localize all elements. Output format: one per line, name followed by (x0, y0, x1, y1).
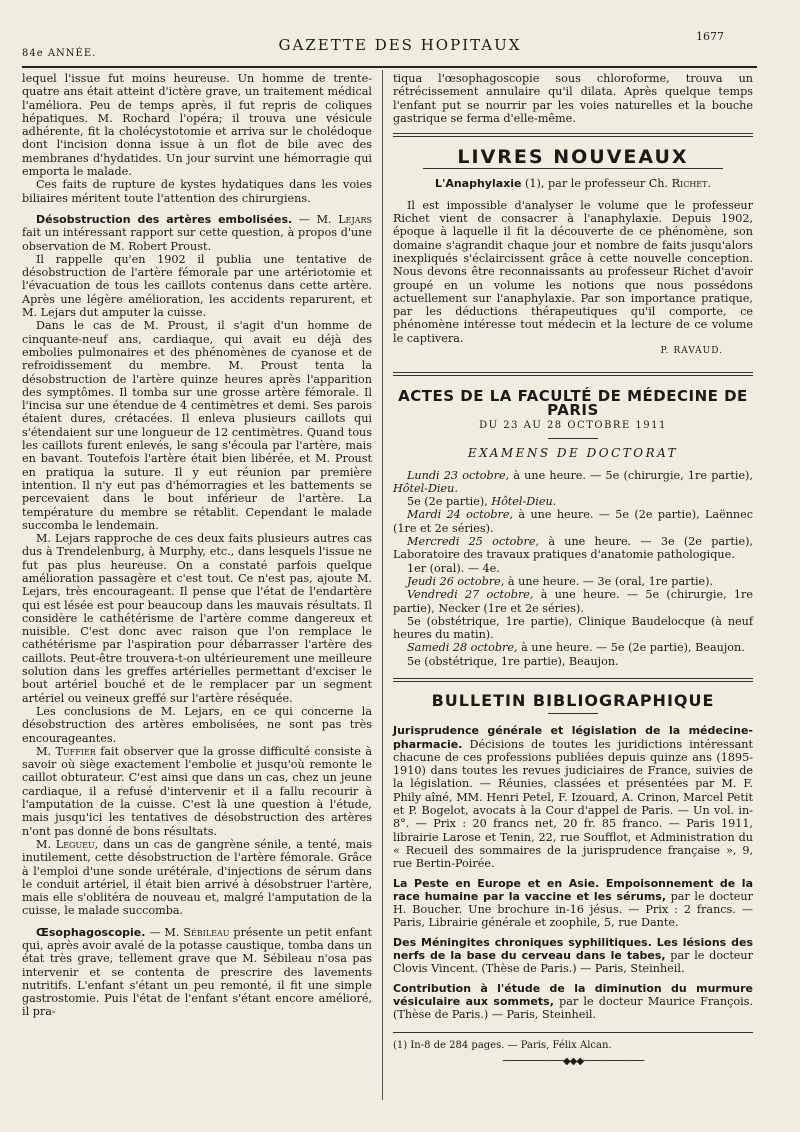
exam-entry (393, 508, 753, 535)
section-rule (393, 133, 753, 137)
exam-text: 5e (obstétrique, 1re partie), Clinique Baudelocque (à neuf heures du matin). (393, 614, 753, 642)
page-number: 1677 (696, 30, 724, 43)
book-review: Il est impossible d'analyser le volume que le professeur Richet vient de consacrer à l'anaphylaxie. Depuis 1902, époque à laquelle il fit la découverte de ce phénomène, son domaine s'agrandit chaque jour et nombre de faits jusqu'alors inexpliqués s'éclaircissent grâce à cette nouvelle conception. Nous devons être reconnaissants au professeur Richet d'avoir groupé en un volume les notions que nous possédons actuellement sur l'anaphylaxie. Par son importance pratique, par les déductions thérapeutiques qu'il comporte, ce phénomène intéresse tout médecin et la lecture de ce volume le captivera. (393, 198, 753, 345)
exam-entry (393, 535, 753, 562)
exam-day: Vendredi 27 octobre, (407, 588, 534, 602)
exam-text: à une heure. — 3e (2e partie), Laboratoire des travaux pratiques d'anatomie pathologique. (393, 535, 753, 562)
paragraph: Il rappelle qu'en 1902 il publia une tentative de désobstruction de l'artère fémorale par une artériotomie et l'évacuation de tous les caillots contenus dans cette artère. Après une légère amélioration, les accidents reparurent, et M. Lejars dut amputer la cuisse. (22, 252, 372, 320)
biblio-item (393, 936, 753, 976)
left-column (22, 72, 372, 1019)
right-column (393, 72, 753, 1068)
footnote-rule (393, 1032, 753, 1033)
exam-entry (393, 495, 753, 508)
paragraph: M. Lejars rapproche de ces deux faits plusieurs autres cas dus à Trendelenburg, à Murphy, etc., dans lesquels l'issue ne fut pas plus heureuse. On a constaté parfois quelque amélioration passagère et c'est tout. Ce n'est pas, ajoute M. Lejars, très encourageant. Il pense que l'état de l'endartère qui est lésée est pour beaucoup dans les mauvais résultats. Il considère le cathétérisme de l'artère comme dangereux et nuisible. C'est donc avec raison que l'on remplace le cathétérisme par l'aspiration pour débarrasser l'artère des caillots. Peut-être trouvera-t-on ultérieurement une meilleure solution dans les greffes artérielles permettant d'exciser le bout artériel bouché et de le remplacer par un segment artériel ou veineux greffé sur l'artère réséquée. (22, 532, 372, 705)
exam-entry (393, 562, 753, 575)
exam-entry (393, 575, 753, 588)
exam-entry (393, 615, 753, 642)
exam-list (393, 469, 753, 668)
journal-title: GAZETTE DES HOPITAUX (278, 36, 522, 54)
exam-text: à une heure. — 5e (chirurgie, 1re partie), (509, 468, 753, 482)
short-rule (548, 438, 598, 439)
exam-day: Mercredi 25 octobre, (407, 535, 540, 549)
examens-heading: EXAMENS DE DOCTORAT (467, 446, 679, 461)
biblio-text: par le docteur Maurice François. (Thèse de Paris.) — Paris, Steinheil. (393, 994, 754, 1022)
section-desobstruction (22, 213, 372, 253)
paragraph: Ces faits de rupture de kystes hydatiques dans les voies biliaires méritent toute l'attention des chirurgiens. (22, 178, 372, 205)
biblio-entry (393, 982, 753, 1022)
heading-rule (423, 168, 723, 169)
paragraph: Dans le cas de M. Proust, il s'agit d'un homme de cinquante-neuf ans, cardiaque, qui avait eu déjà des embolies pulmonaires et des phénomènes de cyanose et de refroidissement du membre. M. Proust tenta la désobstruction de l'artère quinze heures après l'apparition des symptômes. Il tomba sur une grosse artère fémorale. Il l'incisa sur une étendue de 4 centimètres et demi. Ses parois étaient dures, crétacées. Il enleva plusieurs caillots qui s'étendaient sur une longueur de 12 centimètres. Quand tous les caillots furent enlevés, le sang s'écoula par l'artère, mais en bavant. Toutefois l'artère était bien libérée, et M. Proust en pratiqua la suture. Il y eut réunion par première intention. Il n'y eut pas d'hémorragies et les battements se percevaient dans le bout inférieur de l'artère. La température du membre se rétablit. Cependant le malade succomba le lendemain. (22, 319, 372, 532)
section-oesophagoscopie (22, 926, 372, 1019)
biblio-heading: Des Méningites chroniques syphilitiques. Les lésions des nerfs de la base du cerveau dans le tabes, (393, 935, 753, 963)
biblio-text: par le docteur Clovis Vincent. (Thèse de Paris.) — Paris, Steinheil. (393, 949, 753, 976)
exam-day: Mardi 24 octobre, (407, 508, 514, 522)
footnote: (1) In-8 de 284 pages. — Paris, Félix Alcan. (393, 1039, 612, 1051)
author-name: Lejars (338, 212, 372, 226)
text-fragment: M. (36, 837, 52, 851)
exam-day: Lundi 23 octobre, (407, 468, 510, 482)
exam-text: à une heure. — 3e (oral, 1re partie). (504, 574, 714, 588)
signature: P. RAVAUD. (660, 346, 723, 357)
text-fragment: fait un intéressant rapport sur cette question, à propos d'une observation de M. Robert Proust. (22, 226, 372, 253)
text-fragment: présente un petit enfant qui, après avoir avalé de la potasse caustique, tomba dans un état très grave, tellement grave que M. Sébileau n'osa pas intervenir et se contenta de prescrire des lavements nutritifs. L'enfant s'étant un peu remonté, il fit une simple gastrostomie. Puis l'état de l'enfant s'étant encore amélioré, il pra- (22, 925, 372, 1019)
book-entry: L'Anaphylaxie (1), par le professeur Ch. Richet. (434, 177, 712, 191)
paragraph-tuffier (22, 745, 372, 838)
section-heading: Œsophagoscopie. (36, 925, 146, 939)
exam-entry (393, 588, 753, 615)
author-name: Sébileau (183, 925, 230, 939)
short-rule (548, 713, 598, 714)
page-header (0, 30, 800, 64)
section-rule (393, 372, 753, 376)
biblio-text: par le docteur H. Boucher. Une brochure in-16 jésus. — Prix : 2 francs. — Paris, Librairie générale et zoophile, 5, rue Dante. (393, 889, 753, 930)
column-divider (382, 70, 383, 1100)
biblio-entry (393, 936, 753, 976)
exam-entry (393, 641, 753, 654)
biblio-item (393, 877, 753, 930)
biblio-entry (393, 724, 753, 870)
book-title: L'Anaphylaxie (434, 177, 522, 191)
paragraph: lequel l'issue fut moins heureuse. Un homme de trente-quatre ans était atteint d'ictère grave, un traitement médical l'améliora. Peu de temps après, il fut repris de coliques hépatiques. M. Rochard l'opéra; il trouva une vésicule adhérente, fit la cholécystotomie et arriva sur le cholédoque dont l'incision donna issue à un flot de bile avec des membranes d'hydatides. Un jour survint une hémorragie qui emporta le malade. (22, 72, 372, 179)
text-fragment: fait observer que la grosse difficulté consiste à savoir où siège exactement l'embolie et jusqu'où remonte le caillot obturateur. C'est ainsi que dans un cas, chez un jeune cardiaque, il a refusé d'intervenir et il a fallu recourir à l'amputation de la cuisse. C'est là une question à l'étude, mais jusqu'ici les tentatives de désobstruction des artères n'ont pas donné de bons résultats. (22, 744, 372, 838)
year-label: 84e ANNÉE. (22, 48, 97, 59)
biblio-text: Décisions de toutes les juridictions intéressant chacune de ces professions publiées depuis quinze ans (1895-1910) dans toutes les revues judiciaires de France, suivies de la législation. — Réunies, classées et présentées par M. F. Phily aîné, MM. Henri Petel, F. Izouard, A. Crinon, Marcel Petit et P. Bogelot, avocats à la Cour d'appel de Paris. — Un vol. in-8°. — Prix : 20 francs net, 20 fr. 85 franco. — Paris 1911, librairie Larose et Tenin, 22, rue Soufflot, et Administration du « Recueil des sommaires de la jurisprudence française », 9, rue Bertin-Poirée. (393, 737, 753, 871)
text-fragment: (1), par le professeur Ch. (521, 177, 672, 191)
author-name: Richet (671, 177, 708, 191)
biblio-item (393, 724, 753, 870)
exam-text: 1er (oral). — 4e. (407, 561, 500, 575)
exam-entry (393, 655, 753, 668)
exam-day: Jeudi 26 octobre, (407, 574, 505, 588)
exam-text: à une heure. — 5e (2e partie), Beaujon. (517, 641, 745, 655)
exam-entry (393, 469, 753, 496)
header-rule (22, 66, 757, 68)
exam-text: à une heure. — 5e (chirurgie, 1re partie), Necker (1re et 2e séries). (393, 588, 753, 615)
exam-text: à une heure. — 5e (2e partie), Laënnec (1re et 2e séries). (393, 508, 753, 535)
exam-place: Hôtel-Dieu. (491, 495, 557, 509)
ornament-rule: ────────────◆◆◆──────────── (502, 1055, 644, 1067)
biblio-entry (393, 877, 753, 930)
paragraph-legueu (22, 838, 372, 918)
section-rule (393, 678, 753, 682)
bulletin-heading: BULLETIN BIBLIOGRAPHIQUE (431, 690, 715, 710)
paragraph: Les conclusions de M. Lejars, en ce qui concerne la désobstruction des artères embolisées, ne sont pas très encourageantes. (22, 704, 372, 745)
text-fragment: — M. (298, 212, 332, 226)
exam-text: 5e (obstétrique, 1re partie), Beaujon. (407, 654, 619, 668)
actes-heading: ACTES DE LA FACULTÉ DE MÉDECINE DE PARIS (398, 387, 748, 419)
text-fragment: — M. (149, 925, 180, 939)
biblio-list (393, 724, 753, 1021)
livres-heading: LIVRES NOUVEAUX (457, 146, 689, 169)
biblio-heading: Contribution à l'étude de la diminution du murmure vésiculaire aux sommets, (393, 981, 753, 1008)
exam-place: Hôtel-Dieu. (393, 481, 458, 495)
actes-subheading: DU 23 AU 28 OCTOBRE 1911 (479, 419, 667, 431)
exam-day: Samedi 28 octobre, (407, 641, 518, 655)
text-fragment: M. (36, 744, 52, 758)
text-fragment: , dans un cas de gangrène sénile, a tenté, mais inutilement, cette désobstruction de l'artère fémorale. Grâce à l'emploi d'une sonde urétérale, d'injections de sérum dans le conduit artériel, il était bien arrivé à désobstruer l'artère, mais elle s'oblitéra de nouveau et, malgré l'amputation de la cuisse, le malade succomba. (22, 837, 372, 918)
biblio-heading: La Peste en Europe et en Asie. Empoisonnement de la race humaine par la vaccine et les sérums, (393, 876, 753, 903)
biblio-item (393, 982, 753, 1022)
paragraph: tiqua l'œsophagoscopie sous chloroforme, trouva un rétrécissement annulaire qu'il dilata. Après quelque temps l'enfant put se nourrir par les voies naturelles et la bouche gastrique se ferma d'elle-même. (393, 72, 753, 125)
exam-text: 5e (2e partie), (407, 495, 492, 509)
biblio-heading: Jurisprudence générale et législation de la médecine-pharmacie. (393, 724, 753, 751)
author-name: Tuffier (55, 744, 96, 758)
section-heading: Désobstruction des artères embolisées. (36, 212, 293, 226)
author-name: Legueu (55, 837, 95, 851)
